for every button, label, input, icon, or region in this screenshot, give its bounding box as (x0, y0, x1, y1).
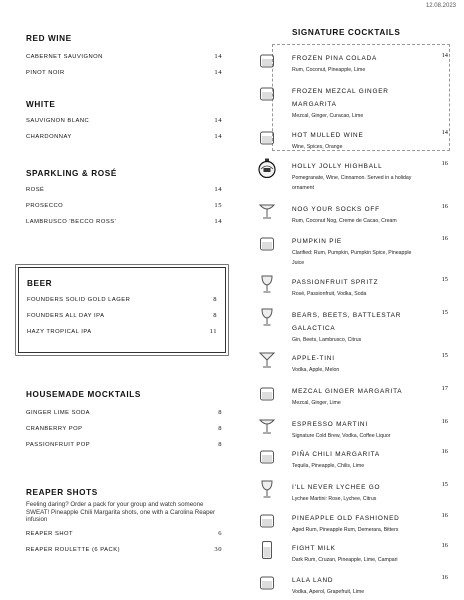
mocktails-title: HOUSEMADE MOCKTAILS (26, 390, 141, 399)
cocktail-price: 16 (441, 160, 448, 167)
item-name: FOUNDERS ALL DAY IPA (27, 313, 105, 319)
cocktail-price: 15 (441, 481, 448, 488)
coupe-glass-icon (258, 201, 276, 221)
cocktail-name: I'LL NEVER LYCHEE GO (292, 484, 381, 491)
item-price: 11 (209, 328, 217, 335)
item-price: 8 (218, 409, 222, 416)
menu-item (26, 441, 222, 457)
rocks-glass-icon (258, 127, 276, 147)
cocktail-description: Signature Cold Brew, Vodka, Coffee Liquor (292, 433, 391, 439)
cocktail-name: PUMPKIN PIE (292, 238, 342, 245)
cocktail-price: 16 (441, 203, 448, 210)
cocktail-description: Dark Rum, Cruzan, Pineapple, Lime, Campari (292, 557, 398, 563)
cocktail-price: 15 (441, 276, 448, 283)
cocktail-price: 14 (441, 129, 448, 136)
cocktail-price: 16 (441, 512, 448, 519)
item-price: 30 (214, 545, 222, 553)
menu-item (26, 69, 222, 85)
menu-item (26, 117, 222, 133)
cocktail-name: PIÑA CHILI MARGARITA (292, 451, 380, 458)
cocktail-description: Clarified: Rum, Pumpkin, Pumpkin Spice, Pineapple Juice (292, 250, 412, 266)
cocktail-price: 14 (441, 52, 448, 59)
cocktail-name: FROZEN PINA COLADA (292, 55, 378, 62)
menu-item (26, 409, 222, 425)
red-wine-section (26, 34, 222, 85)
menu-item (26, 53, 222, 69)
cocktail-description: Gin, Beets, Lambrusco, Citrus (292, 337, 362, 343)
cocktail-description: Rosé, Passionfruit, Vodka, Soda (292, 291, 367, 297)
item-price: 8 (218, 441, 222, 448)
item-price: 14 (214, 117, 222, 124)
menu-date: 12.08.2023 (425, 3, 456, 9)
cocktail-description: Pomegranate, Wine, Cinnamon. Served in a holiday ornament (292, 175, 412, 191)
cocktail-name: NOG YOUR SOCKS OFF (292, 206, 380, 213)
item-name: REAPER ROULETTE (6 PACK) (26, 546, 121, 553)
highball-glass-icon (258, 540, 276, 560)
item-price: 14 (214, 218, 222, 225)
white-wine-section (26, 100, 222, 149)
reaper-section (26, 488, 222, 562)
menu-item (27, 312, 217, 328)
menu-item (27, 328, 217, 344)
item-price: 8 (213, 312, 217, 319)
cocktail-price: 16 (441, 542, 448, 549)
white-wine-title: WHITE (26, 100, 56, 109)
cocktail-name: PINEAPPLE OLD FASHIONED (292, 515, 400, 522)
cocktail-description: Lychee Martini: Rose, Lychee, Citrus (292, 496, 377, 502)
item-name: LAMBRUSCO 'BECCO ROSS' (26, 219, 117, 225)
item-name: SAUVIGNON BLANC (26, 118, 90, 124)
item-price: 8 (218, 425, 222, 432)
item-price: 8 (213, 296, 217, 303)
cocktail-description: Vodka, Aperol, Grapefruit, Lime (292, 589, 365, 595)
item-name: REAPER SHOT (26, 530, 74, 537)
item-name: FOUNDERS SOLID GOLD LAGER (27, 297, 131, 303)
cocktail-description: Mezcal, Ginger, Curacao, Lime (292, 113, 364, 119)
cocktail-description: Mezcal, Ginger, Lime (292, 400, 341, 406)
rocks-glass-icon (258, 510, 276, 530)
cocktail-description: Tequila, Pineapple, Chilis, Lime (292, 463, 365, 469)
cocktail-price: 16 (441, 448, 448, 455)
ornament-icon (258, 158, 276, 178)
wine-glass-icon (258, 479, 276, 499)
cocktail-price: 15 (441, 309, 448, 316)
cocktail-name: ESPRESSO MARTINI (292, 421, 368, 428)
item-name: PASSIONFRUIT POP (26, 442, 91, 448)
cocktail-name: FROZEN MEZCAL GINGER MARGARITA (292, 88, 389, 108)
cocktail-name: PASSIONFRUIT SPRITZ (292, 279, 379, 286)
beer-section-frame (18, 267, 226, 353)
reaper-title: REAPER SHOTS (26, 488, 98, 497)
cocktail-description: Rum, Coconut, Pineapple, Lime (292, 67, 366, 73)
menu-item (26, 530, 222, 546)
menu-item (26, 202, 222, 218)
menu-item (26, 218, 222, 234)
sparkling-section (26, 169, 222, 234)
rocks-glass-icon (258, 383, 276, 403)
cocktail-description: Vodka, Apple, Melon (292, 367, 340, 373)
reaper-note: Feeling daring? Order a pack for your group and watch someone SWEAT! Pineapple Chili Margarita shots, one with a Carolina Reaper infusion (26, 501, 216, 524)
item-name: CRANBERRY POP (26, 426, 83, 432)
rocks-glass-icon (258, 233, 276, 253)
red-wine-title: RED WINE (26, 34, 72, 43)
item-name: PROSECCO (26, 203, 64, 209)
cocktails-title: SIGNATURE COCKTAILS (292, 28, 401, 37)
beer-title: BEER (27, 279, 53, 288)
wine-glass-icon (258, 307, 276, 327)
cocktail-name: LALA LAND (292, 577, 334, 584)
martini-glass-icon (258, 350, 276, 370)
menu-item (26, 425, 222, 441)
item-name: GINGER LIME SODA (26, 410, 91, 416)
item-name: CHARDONNAY (26, 134, 72, 140)
rocks-glass-icon (258, 50, 276, 70)
item-name: CABERNET SAUVIGNON (26, 54, 103, 60)
menu-item (26, 133, 222, 149)
menu-item (26, 546, 222, 562)
menu-item (27, 296, 217, 312)
item-price: 14 (214, 53, 222, 60)
menu-item (26, 186, 222, 202)
cocktail-name: HOLLY JOLLY HIGHBALL (292, 163, 383, 170)
item-price: 14 (214, 186, 222, 193)
cocktail-price: 16 (441, 418, 448, 425)
item-price: 6 (218, 529, 222, 537)
item-name: ROSÉ (26, 187, 45, 193)
cocktail-price: 16 (441, 574, 448, 581)
wine-glass-icon (258, 274, 276, 294)
rocks-glass-icon (258, 83, 276, 103)
item-name: HAZY TROPICAL IPA (27, 329, 92, 335)
rocks-glass-icon (258, 572, 276, 592)
sparkling-title: SPARKLING & ROSÉ (26, 169, 117, 178)
coupe-glass-icon (258, 416, 276, 436)
rocks-glass-icon (258, 446, 276, 466)
cocktail-name: FIGHT MILK (292, 545, 336, 552)
cocktail-name: BEARS, BEETS, BATTLESTAR GALACTICA (292, 312, 402, 332)
item-price: 14 (214, 133, 222, 140)
cocktail-name: APPLE-TINI (292, 355, 335, 362)
cocktail-name: MEZCAL GINGER MARGARITA (292, 388, 403, 395)
cocktail-name: HOT MULLED WINE (292, 132, 364, 139)
item-name: PINOT NOIR (26, 70, 65, 76)
cocktail-description: Aged Rum, Pineapple Rum, Demerara, Bitters (292, 527, 399, 533)
mocktails-section (26, 390, 222, 457)
item-price: 15 (214, 202, 222, 209)
cocktail-description: Wine, Spices, Orange (292, 144, 343, 150)
cocktail-price: 15 (441, 352, 448, 359)
cocktail-price: 16 (441, 235, 448, 242)
item-price: 14 (214, 69, 222, 76)
cocktail-price: 17 (441, 385, 448, 392)
cocktail-description: Rum, Coconut Nog, Creme de Cacao, Cream (292, 218, 397, 224)
